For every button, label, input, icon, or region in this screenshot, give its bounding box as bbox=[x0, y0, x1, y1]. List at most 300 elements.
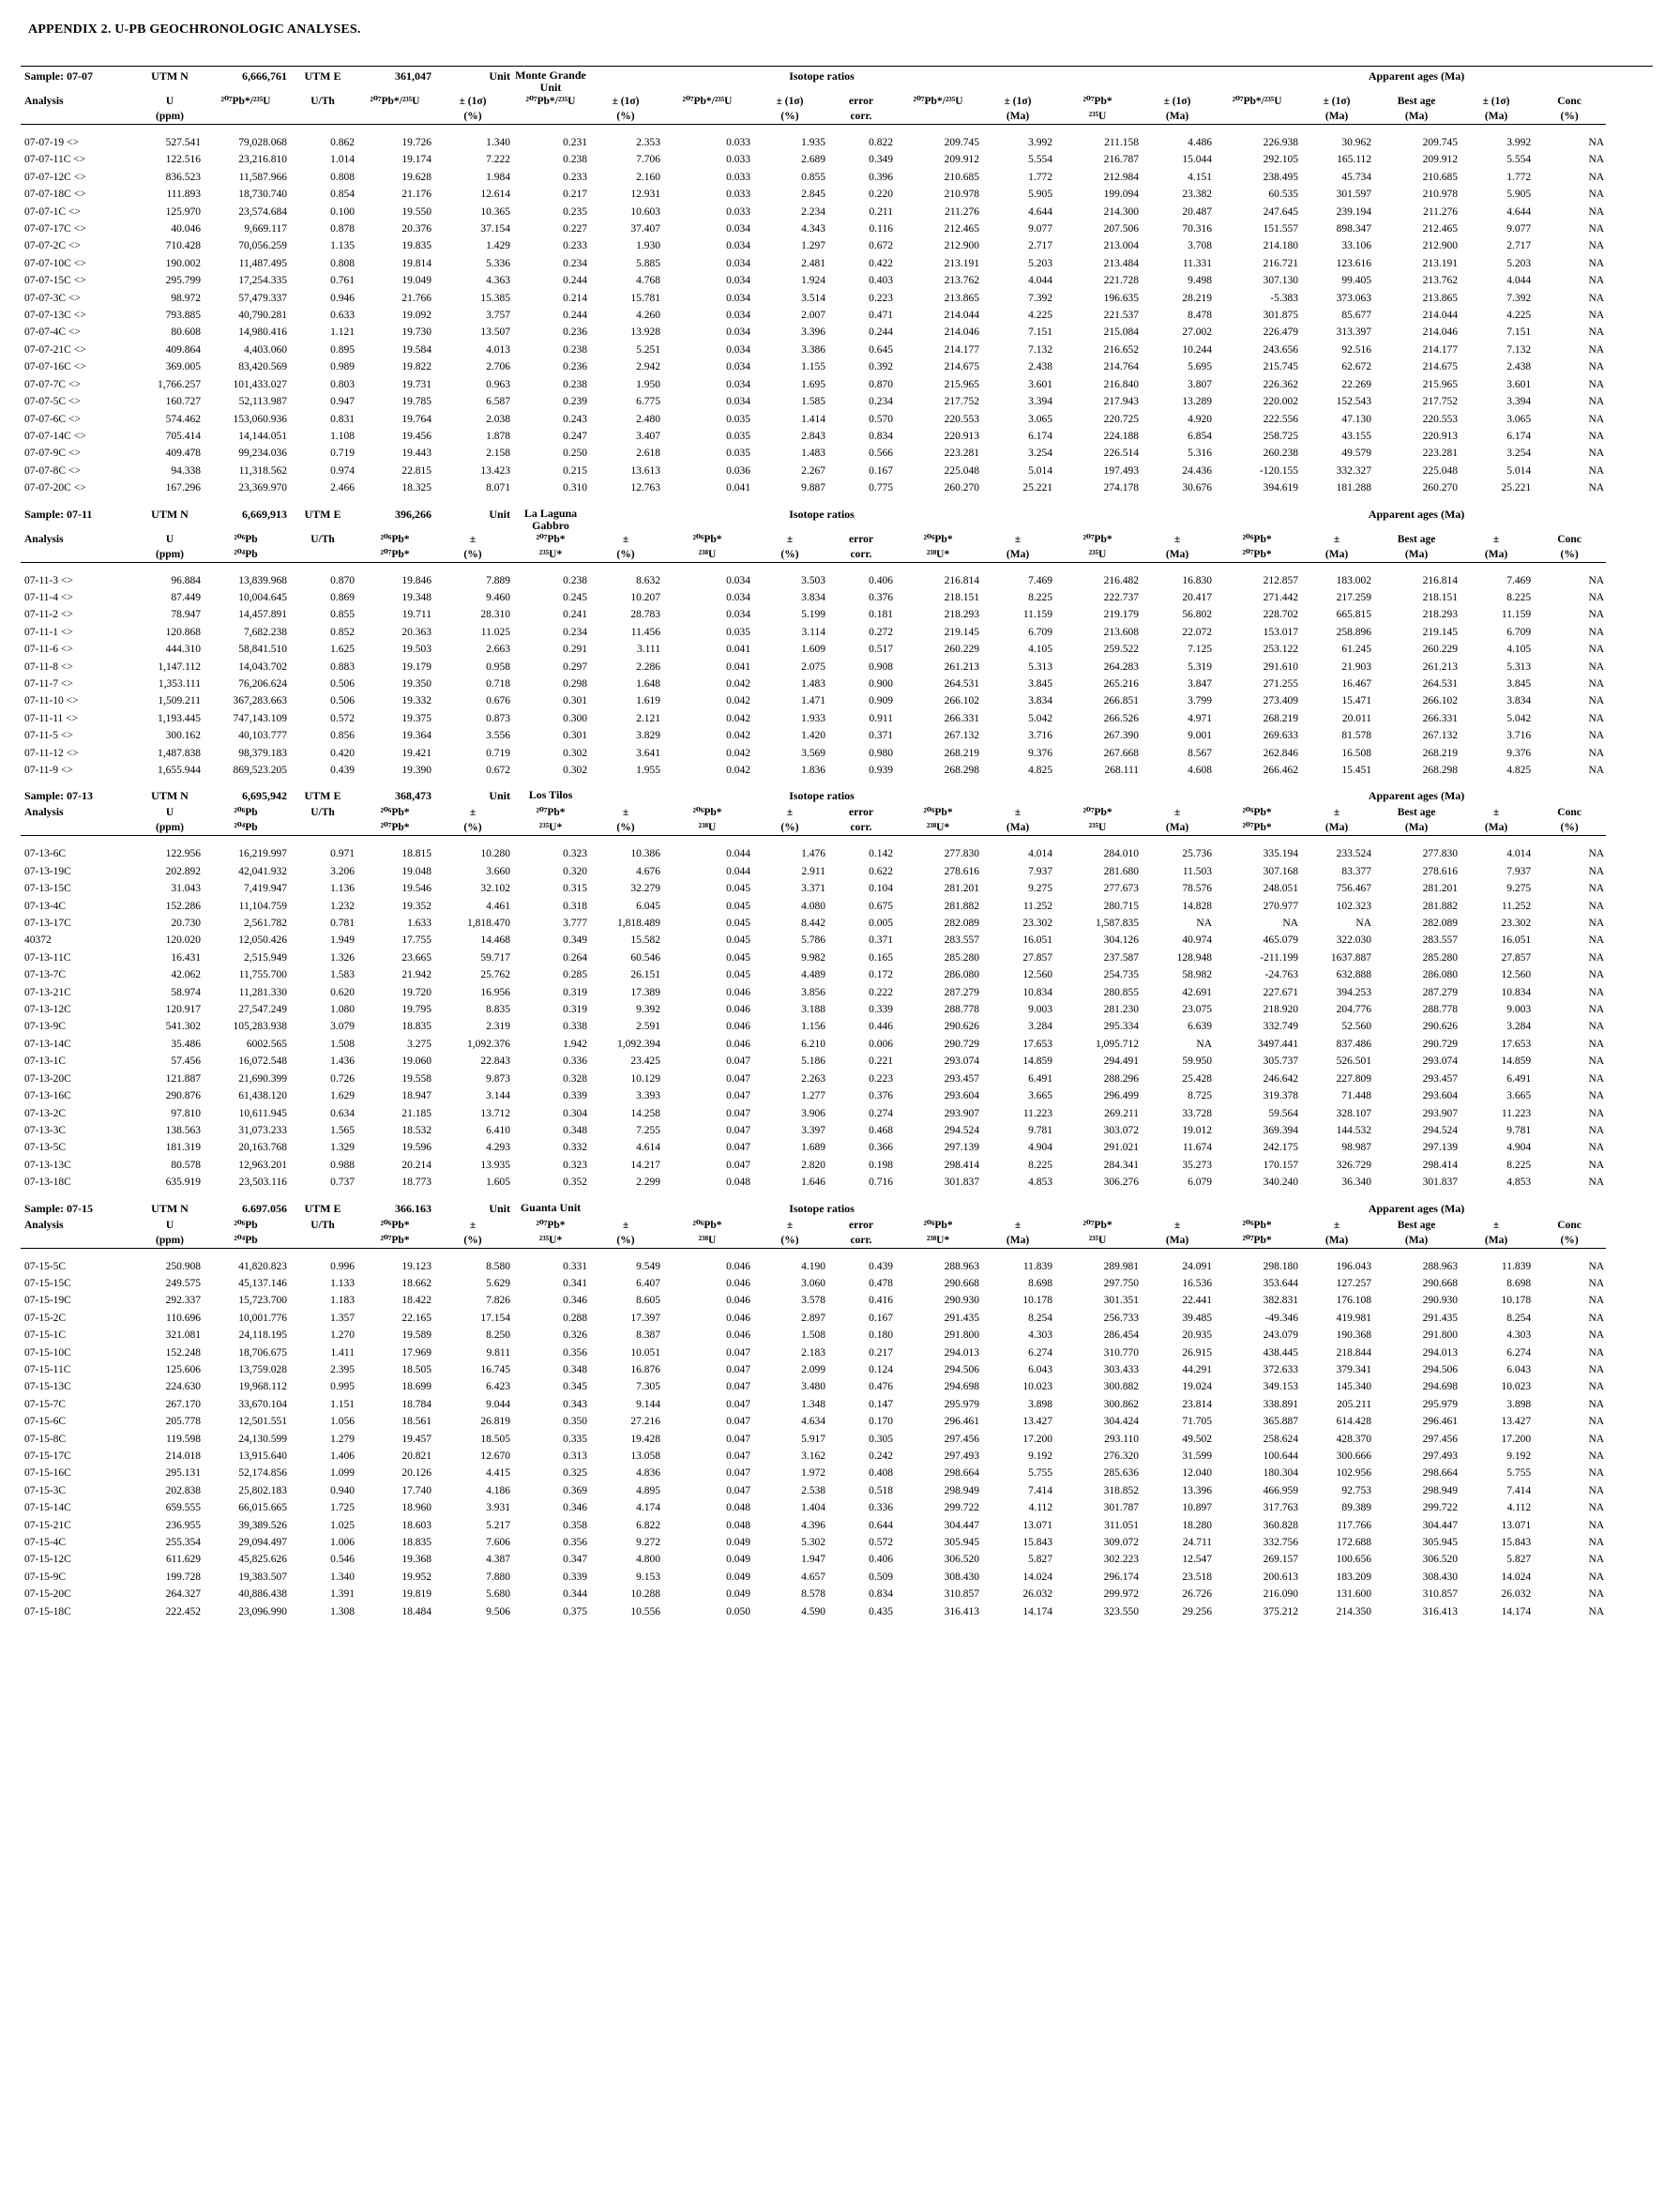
data-cell: 1.151 bbox=[330, 1398, 355, 1410]
data-cell: 10.129 bbox=[630, 1072, 660, 1085]
data-cell: 300.882 bbox=[1103, 1381, 1140, 1393]
data-cell: 83,420.569 bbox=[238, 361, 287, 373]
data-cell: 213.865 bbox=[1422, 292, 1459, 304]
data-cell: 27.857 bbox=[1022, 951, 1053, 964]
data-cell: 18.947 bbox=[401, 1090, 431, 1102]
column-header: ²³⁵U* bbox=[512, 820, 589, 836]
data-cell: 295.131 bbox=[165, 1467, 201, 1480]
data-cell: 0.180 bbox=[869, 1329, 893, 1342]
data-cell: 218.844 bbox=[1336, 1346, 1372, 1359]
data-cell: 6.043 bbox=[1028, 1363, 1053, 1375]
data-cell: 4.853 bbox=[1506, 1177, 1532, 1189]
data-cell: NA bbox=[1588, 848, 1605, 860]
data-cell: 160.727 bbox=[165, 396, 201, 408]
spacer-cell bbox=[21, 497, 1606, 505]
data-cell: 4.080 bbox=[801, 900, 825, 912]
data-cell: 18.561 bbox=[401, 1416, 431, 1428]
data-cell: 4.303 bbox=[1028, 1329, 1053, 1342]
data-cell: 12.614 bbox=[480, 189, 510, 201]
table-row bbox=[21, 376, 1653, 393]
data-cell: 167.296 bbox=[165, 482, 201, 494]
data-cell: 2.845 bbox=[801, 189, 825, 201]
data-cell: 1.056 bbox=[330, 1416, 355, 1428]
column-header: Conc bbox=[1557, 807, 1582, 819]
analysis-id: 07-07-10C <> bbox=[24, 257, 86, 269]
data-cell: 6.423 bbox=[486, 1381, 510, 1393]
column-header: Conc bbox=[1557, 1219, 1582, 1231]
data-cell: 1.025 bbox=[330, 1519, 355, 1531]
data-cell: 322.030 bbox=[1336, 934, 1372, 947]
data-cell: 15,723.700 bbox=[238, 1295, 287, 1307]
data-cell: 4.186 bbox=[486, 1484, 510, 1496]
data-cell: 3.834 bbox=[801, 591, 825, 603]
data-cell: 214.350 bbox=[1336, 1605, 1372, 1617]
data-cell: 0.326 bbox=[563, 1329, 587, 1342]
data-cell: 213.004 bbox=[1103, 240, 1140, 252]
data-cell: 101,433.027 bbox=[233, 378, 287, 390]
column-header: ²³⁸U bbox=[662, 1233, 752, 1249]
sample-meta-row bbox=[21, 505, 1653, 532]
data-cell: 94.338 bbox=[171, 464, 201, 477]
analysis-id: 07-13-14C bbox=[24, 1038, 71, 1050]
data-cell: 254.735 bbox=[1103, 969, 1140, 981]
data-cell: 310.770 bbox=[1103, 1346, 1140, 1359]
data-cell: 291.435 bbox=[1422, 1312, 1459, 1324]
data-cell: 296.461 bbox=[944, 1416, 980, 1428]
data-cell: 0.392 bbox=[869, 361, 893, 373]
data-cell: 42,041.932 bbox=[238, 865, 287, 877]
data-cell: 19.443 bbox=[401, 448, 431, 460]
data-cell: 281.201 bbox=[944, 883, 980, 895]
data-cell: 4.853 bbox=[1028, 1177, 1053, 1189]
data-cell: 52,113.987 bbox=[238, 396, 287, 408]
data-cell: 0.047 bbox=[726, 1398, 750, 1410]
data-cell: 24.436 bbox=[1182, 464, 1213, 477]
data-cell: 290.876 bbox=[165, 1090, 201, 1102]
data-cell: 0.572 bbox=[869, 1537, 893, 1549]
data-cell: 249.575 bbox=[165, 1277, 201, 1289]
data-cell: 294.524 bbox=[1422, 1124, 1459, 1136]
data-cell: 19.952 bbox=[401, 1571, 431, 1583]
data-cell: 6.045 bbox=[636, 900, 660, 912]
data-cell: 5.905 bbox=[1028, 189, 1053, 201]
data-cell: 301.597 bbox=[1336, 189, 1372, 201]
data-cell: 300.666 bbox=[1336, 1450, 1372, 1462]
table-row bbox=[21, 204, 1653, 220]
data-cell: 0.042 bbox=[726, 730, 750, 742]
data-cell: 0.124 bbox=[869, 1363, 893, 1375]
column-header: ²³⁸U bbox=[662, 820, 752, 836]
data-cell: 301.787 bbox=[1103, 1502, 1140, 1514]
data-cell: 85.677 bbox=[1341, 310, 1372, 322]
data-cell: 298.664 bbox=[1422, 1467, 1459, 1480]
data-cell: 9.275 bbox=[1028, 883, 1053, 895]
column-header: ²⁰⁴Pb bbox=[203, 547, 289, 563]
data-cell: 10.834 bbox=[1022, 986, 1053, 998]
column-header-row bbox=[21, 820, 1653, 836]
data-cell: 0.341 bbox=[563, 1277, 587, 1289]
column-header: ± bbox=[786, 1219, 794, 1231]
data-cell: 6.274 bbox=[1506, 1346, 1532, 1359]
data-cell: 0.221 bbox=[869, 1056, 893, 1068]
data-cell: 26.151 bbox=[630, 969, 660, 981]
data-cell: 19.348 bbox=[401, 591, 431, 603]
data-cell: 24,130.599 bbox=[238, 1433, 287, 1445]
column-header: (Ma) bbox=[1373, 547, 1460, 563]
table-row bbox=[21, 762, 1653, 779]
data-cell: 3.079 bbox=[330, 1021, 355, 1033]
data-cell: 293.074 bbox=[944, 1056, 980, 1068]
data-cell: 2.183 bbox=[801, 1346, 825, 1359]
column-header: Analysis bbox=[24, 533, 64, 545]
data-cell: 19,968.112 bbox=[238, 1381, 287, 1393]
analysis-id: 07-07-13C <> bbox=[24, 310, 86, 322]
data-cell: NA bbox=[1588, 1346, 1605, 1359]
sample-meta-row bbox=[21, 786, 1653, 805]
data-cell: 0.223 bbox=[869, 1072, 893, 1085]
data-cell: 9.498 bbox=[1188, 275, 1213, 287]
data-cell: 12.670 bbox=[480, 1450, 510, 1462]
empty-cell bbox=[1533, 505, 1606, 532]
data-cell: 256.733 bbox=[1103, 1312, 1140, 1324]
utm-n-label: UTM N bbox=[151, 789, 189, 803]
data-cell: 3.144 bbox=[486, 1090, 510, 1102]
data-cell: 306.520 bbox=[1422, 1554, 1459, 1566]
empty-cell bbox=[589, 67, 662, 95]
data-cell: 6.079 bbox=[1188, 1177, 1213, 1189]
table-row bbox=[21, 898, 1653, 915]
table-row bbox=[21, 1053, 1653, 1070]
data-cell: 0.396 bbox=[869, 171, 893, 183]
data-cell: 898.347 bbox=[1336, 223, 1372, 235]
analysis-id: 07-07-1C <> bbox=[24, 205, 81, 218]
data-cell: 4.590 bbox=[801, 1605, 825, 1617]
data-cell: 21.185 bbox=[401, 1107, 431, 1119]
data-cell: 5.199 bbox=[801, 609, 825, 621]
column-header bbox=[289, 820, 356, 836]
data-cell: 0.313 bbox=[563, 1450, 587, 1462]
spacer-row bbox=[21, 779, 1653, 786]
data-cell: 13.613 bbox=[630, 464, 660, 477]
data-cell: 283.557 bbox=[944, 934, 980, 947]
utm-e-value: 396,266 bbox=[395, 507, 431, 521]
table-row bbox=[21, 1071, 1653, 1087]
data-cell: 5.885 bbox=[636, 257, 660, 269]
column-header: U bbox=[165, 533, 174, 545]
data-cell: 466.959 bbox=[1263, 1484, 1299, 1496]
analysis-id: 07-11-8 <> bbox=[24, 661, 73, 673]
data-cell: 213.191 bbox=[944, 257, 980, 269]
column-header: U bbox=[165, 807, 174, 819]
data-cell: 0.980 bbox=[869, 747, 893, 759]
data-cell: 27.857 bbox=[1501, 951, 1532, 964]
data-cell: 212.465 bbox=[944, 223, 980, 235]
data-cell: 7.880 bbox=[486, 1571, 510, 1583]
data-cell: 20,163.768 bbox=[238, 1142, 287, 1154]
data-cell: 4.014 bbox=[1506, 848, 1532, 860]
data-cell: 10.051 bbox=[630, 1346, 660, 1359]
data-cell: 2.038 bbox=[486, 413, 510, 425]
data-cell: 0.338 bbox=[563, 1021, 587, 1033]
data-cell: 19.819 bbox=[401, 1588, 431, 1601]
data-cell: 290.668 bbox=[1422, 1277, 1459, 1289]
data-cell: 0.045 bbox=[726, 951, 750, 964]
data-cell: 8.254 bbox=[1028, 1312, 1053, 1324]
empty-cell bbox=[1606, 67, 1629, 95]
data-cell: 218.920 bbox=[1263, 1004, 1299, 1016]
data-cell: 3.757 bbox=[486, 310, 510, 322]
data-cell: 294.491 bbox=[1103, 1056, 1140, 1068]
data-cell: 0.034 bbox=[726, 343, 750, 356]
data-cell: 0.234 bbox=[563, 257, 587, 269]
data-cell: 18.484 bbox=[401, 1605, 431, 1617]
table-row bbox=[21, 255, 1653, 272]
data-cell: 31,073.233 bbox=[238, 1124, 287, 1136]
data-cell: 219.145 bbox=[944, 626, 980, 638]
data-cell: 0.420 bbox=[330, 747, 355, 759]
data-cell: 0.622 bbox=[869, 865, 893, 877]
data-cell: 419.981 bbox=[1336, 1312, 1372, 1324]
data-cell: 19.060 bbox=[401, 1056, 431, 1068]
data-cell: NA bbox=[1588, 1519, 1605, 1531]
data-cell: 0.047 bbox=[726, 1107, 750, 1119]
data-cell: 15.781 bbox=[630, 292, 660, 304]
data-cell: 214.046 bbox=[1422, 327, 1459, 339]
data-cell: 0.047 bbox=[726, 1124, 750, 1136]
data-cell: 1.326 bbox=[330, 951, 355, 964]
column-header: (Ma) bbox=[1300, 109, 1373, 125]
data-cell: 210.978 bbox=[944, 189, 980, 201]
data-cell: 1.133 bbox=[330, 1277, 355, 1289]
column-header: U/Th bbox=[310, 533, 335, 545]
data-cell: 0.047 bbox=[726, 1363, 750, 1375]
data-cell: 0.233 bbox=[563, 240, 587, 252]
utm-n-label: UTM N bbox=[151, 1201, 189, 1215]
analysis-id: 07-11-1 <> bbox=[24, 626, 73, 638]
data-cell: 297.750 bbox=[1103, 1277, 1140, 1289]
data-cell: 4.904 bbox=[1028, 1142, 1053, 1154]
data-cell: 0.247 bbox=[563, 430, 587, 442]
column-header: ²⁰⁷Pb* bbox=[536, 1219, 566, 1231]
table-row bbox=[21, 641, 1653, 658]
data-cell: 268.219 bbox=[944, 747, 980, 759]
data-cell: 40,790.281 bbox=[238, 310, 287, 322]
data-cell: 6.410 bbox=[486, 1124, 510, 1136]
column-header: (Ma) bbox=[981, 109, 1054, 125]
data-cell: 0.034 bbox=[726, 275, 750, 287]
column-header: ± bbox=[1492, 807, 1500, 819]
data-cell: 211.276 bbox=[945, 205, 980, 218]
data-cell: 298.949 bbox=[1422, 1484, 1459, 1496]
empty-cell bbox=[981, 786, 1054, 805]
empty-cell bbox=[589, 505, 662, 532]
data-cell: 1.340 bbox=[330, 1571, 355, 1583]
data-cell: 0.870 bbox=[869, 378, 893, 390]
data-cell: 307.168 bbox=[1263, 865, 1299, 877]
data-cell: 8.725 bbox=[1188, 1090, 1213, 1102]
data-cell: 0.895 bbox=[330, 343, 355, 356]
column-header bbox=[289, 109, 356, 125]
data-cell: NA bbox=[1196, 918, 1213, 930]
data-cell: 19.835 bbox=[401, 240, 431, 252]
data-cell: 0.034 bbox=[726, 257, 750, 269]
data-cell: 220.913 bbox=[944, 430, 980, 442]
data-cell: 5.302 bbox=[801, 1537, 825, 1549]
data-cell: 4.920 bbox=[1188, 413, 1213, 425]
data-cell: 305.737 bbox=[1263, 1056, 1299, 1068]
data-cell: 56.802 bbox=[1182, 609, 1213, 621]
data-cell: 213.865 bbox=[944, 292, 980, 304]
column-header: ± bbox=[1173, 533, 1181, 545]
data-cell: 3.716 bbox=[1028, 730, 1053, 742]
data-cell: 2.121 bbox=[636, 712, 660, 724]
data-cell: 9.392 bbox=[636, 1004, 660, 1016]
analysis-id: 07-07-5C <> bbox=[24, 396, 81, 408]
data-cell: 0.349 bbox=[563, 934, 587, 947]
data-cell: 2.395 bbox=[330, 1363, 355, 1375]
spacer-row bbox=[21, 125, 1653, 135]
data-cell: 0.222 bbox=[869, 986, 893, 998]
data-cell: 111.893 bbox=[166, 189, 201, 201]
data-cell: 18.505 bbox=[480, 1433, 510, 1445]
analysis-id: 07-13-6C bbox=[24, 848, 67, 860]
data-cell: 5.217 bbox=[486, 1519, 510, 1531]
column-header: (Ma) bbox=[1300, 547, 1373, 563]
data-cell: 8.225 bbox=[1506, 591, 1532, 603]
data-cell: 0.831 bbox=[330, 413, 355, 425]
data-cell: 202.838 bbox=[165, 1484, 201, 1496]
data-cell: NA bbox=[1588, 1381, 1605, 1393]
column-header: (ppm) bbox=[137, 547, 203, 563]
column-header: ± (1σ) bbox=[612, 96, 640, 107]
data-cell: 19.390 bbox=[401, 765, 431, 776]
data-cell: 19.179 bbox=[401, 661, 431, 673]
data-cell: 747,143.109 bbox=[233, 712, 287, 724]
data-cell: 19.589 bbox=[401, 1329, 431, 1342]
data-cell: 214.044 bbox=[1422, 310, 1459, 322]
empty-cell bbox=[1214, 67, 1300, 95]
data-cell: 0.909 bbox=[869, 695, 893, 707]
empty-cell bbox=[1054, 786, 1141, 805]
data-cell: 0.047 bbox=[726, 1433, 750, 1445]
data-cell: 0.049 bbox=[726, 1588, 750, 1601]
data-cell: 267.390 bbox=[1103, 730, 1140, 742]
spacer-row bbox=[21, 497, 1653, 505]
data-cell: 1.878 bbox=[486, 430, 510, 442]
data-cell: 5.827 bbox=[1028, 1554, 1053, 1566]
analysis-id: 07-07-3C <> bbox=[24, 292, 81, 304]
data-cell: 2.481 bbox=[801, 257, 825, 269]
empty-cell bbox=[1533, 67, 1606, 95]
column-header: error bbox=[849, 533, 873, 545]
data-cell: 295.979 bbox=[944, 1398, 980, 1410]
data-cell: 0.406 bbox=[869, 574, 893, 586]
data-cell: 3.386 bbox=[801, 343, 825, 356]
data-cell: 271.255 bbox=[1263, 677, 1299, 690]
data-cell: 19.726 bbox=[401, 137, 431, 148]
data-cell: 1.935 bbox=[801, 137, 825, 148]
column-header bbox=[289, 547, 356, 563]
column-header: U/Th bbox=[310, 807, 335, 819]
data-cell: 1.695 bbox=[801, 378, 825, 390]
data-cell: 224.630 bbox=[165, 1381, 201, 1393]
table-row bbox=[21, 1534, 1653, 1551]
data-cell: 23,096.990 bbox=[238, 1605, 287, 1617]
data-cell: 0.042 bbox=[726, 747, 750, 759]
data-cell: 21.176 bbox=[401, 189, 431, 201]
data-cell: 297.493 bbox=[944, 1450, 980, 1462]
data-cell: 8.605 bbox=[636, 1295, 660, 1307]
data-cell: 23.075 bbox=[1182, 1004, 1213, 1016]
utm-n-label: UTM N bbox=[151, 507, 189, 521]
data-cell: 282.089 bbox=[1422, 918, 1459, 930]
data-cell: 19.558 bbox=[401, 1072, 431, 1085]
data-cell: 0.344 bbox=[563, 1588, 587, 1601]
data-cell: 6.174 bbox=[1506, 430, 1532, 442]
data-cell: 16.830 bbox=[1182, 574, 1213, 586]
data-cell: 264.283 bbox=[1103, 661, 1140, 673]
analysis-id: 07-15-10C bbox=[24, 1346, 71, 1359]
data-cell: 0.238 bbox=[563, 154, 587, 166]
column-header: ²⁰⁷Pb*/²³⁵U bbox=[525, 96, 576, 107]
data-cell: 0.300 bbox=[563, 712, 587, 724]
data-cell: NA bbox=[1588, 695, 1605, 707]
data-cell: 299.722 bbox=[1422, 1502, 1459, 1514]
column-header: ²⁰⁷Pb* bbox=[536, 533, 566, 545]
utm-e-value: 361,047 bbox=[356, 67, 433, 95]
data-cell: 1,193.445 bbox=[158, 712, 201, 724]
data-cell: 30.962 bbox=[1341, 137, 1372, 148]
data-cell: 17.740 bbox=[401, 1484, 431, 1496]
data-cell: 0.042 bbox=[726, 712, 750, 724]
data-cell: -49.346 bbox=[1264, 1312, 1299, 1324]
data-cell: 0.873 bbox=[486, 712, 510, 724]
data-cell: 409.864 bbox=[165, 343, 201, 356]
table-row bbox=[21, 411, 1653, 428]
column-header: Best age bbox=[1397, 533, 1436, 545]
data-cell: 7.392 bbox=[1028, 292, 1053, 304]
data-cell: 0.908 bbox=[869, 661, 893, 673]
table-row bbox=[21, 479, 1653, 496]
data-cell: 8.698 bbox=[1506, 1277, 1532, 1289]
table-row bbox=[21, 1465, 1653, 1481]
analysis-id: 07-11-3 <> bbox=[24, 574, 73, 586]
data-cell: NA bbox=[1588, 171, 1605, 183]
column-header: U bbox=[165, 96, 174, 107]
data-cell: 45.734 bbox=[1341, 171, 1372, 183]
data-cell: 172.688 bbox=[1336, 1537, 1372, 1549]
analysis-id: 07-07-17C <> bbox=[24, 223, 86, 235]
data-cell: 1.183 bbox=[330, 1295, 355, 1307]
data-cell: NA bbox=[1588, 430, 1605, 442]
column-header: ²⁰⁴Pb bbox=[203, 1233, 289, 1249]
data-cell: 3.601 bbox=[1506, 378, 1532, 390]
data-cell: NA bbox=[1588, 1329, 1605, 1342]
data-cell: 80.608 bbox=[171, 327, 201, 339]
data-cell: 10.023 bbox=[1501, 1381, 1532, 1393]
empty-cell bbox=[1629, 67, 1653, 95]
column-header bbox=[1214, 109, 1300, 125]
data-cell: 37.407 bbox=[630, 223, 660, 235]
spacer-row bbox=[21, 1248, 1653, 1258]
data-cell: 0.047 bbox=[726, 1090, 750, 1102]
table-row bbox=[21, 342, 1653, 358]
data-cell: 4.363 bbox=[486, 275, 510, 287]
data-cell: 7.132 bbox=[1506, 343, 1532, 356]
data-cell: 409.478 bbox=[165, 448, 201, 460]
data-cell: 0.243 bbox=[563, 413, 587, 425]
data-cell: 197.493 bbox=[1103, 464, 1140, 477]
